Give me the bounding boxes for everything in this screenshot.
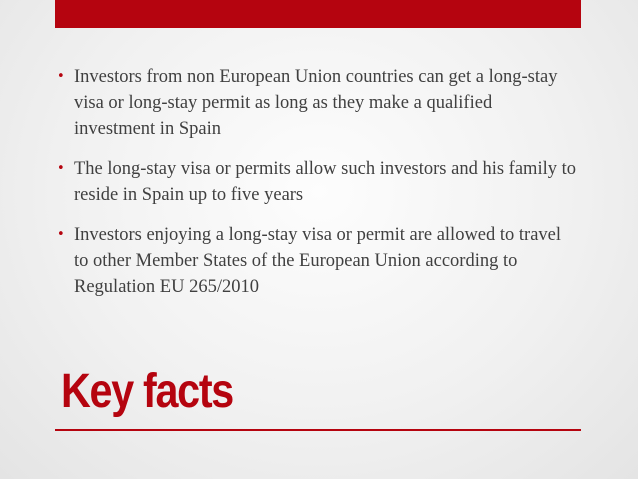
top-accent-bar — [55, 0, 581, 28]
bullet-item — [57, 222, 577, 300]
bullet-icon: • — [57, 69, 65, 84]
bullet-item — [57, 64, 577, 142]
bullet-list — [57, 64, 577, 314]
bullet-text: Investors enjoying a long-stay visa or permit are allowed to travel to other Member States of the European Union according to Regulation EU 265/2010 — [74, 225, 562, 297]
bullet-item — [57, 156, 577, 208]
bullet-text: The long-stay visa or permits allow such investors and his family to reside in Spain up to five years — [74, 159, 576, 205]
title-underline — [55, 429, 581, 431]
slide-title: Key facts — [61, 365, 233, 418]
bullet-icon: • — [57, 227, 65, 242]
bullet-icon: • — [57, 161, 65, 176]
bullet-text: Investors from non European Union countries can get a long-stay visa or long-stay permit as long as they make a qualified investment in Spain — [74, 67, 558, 139]
